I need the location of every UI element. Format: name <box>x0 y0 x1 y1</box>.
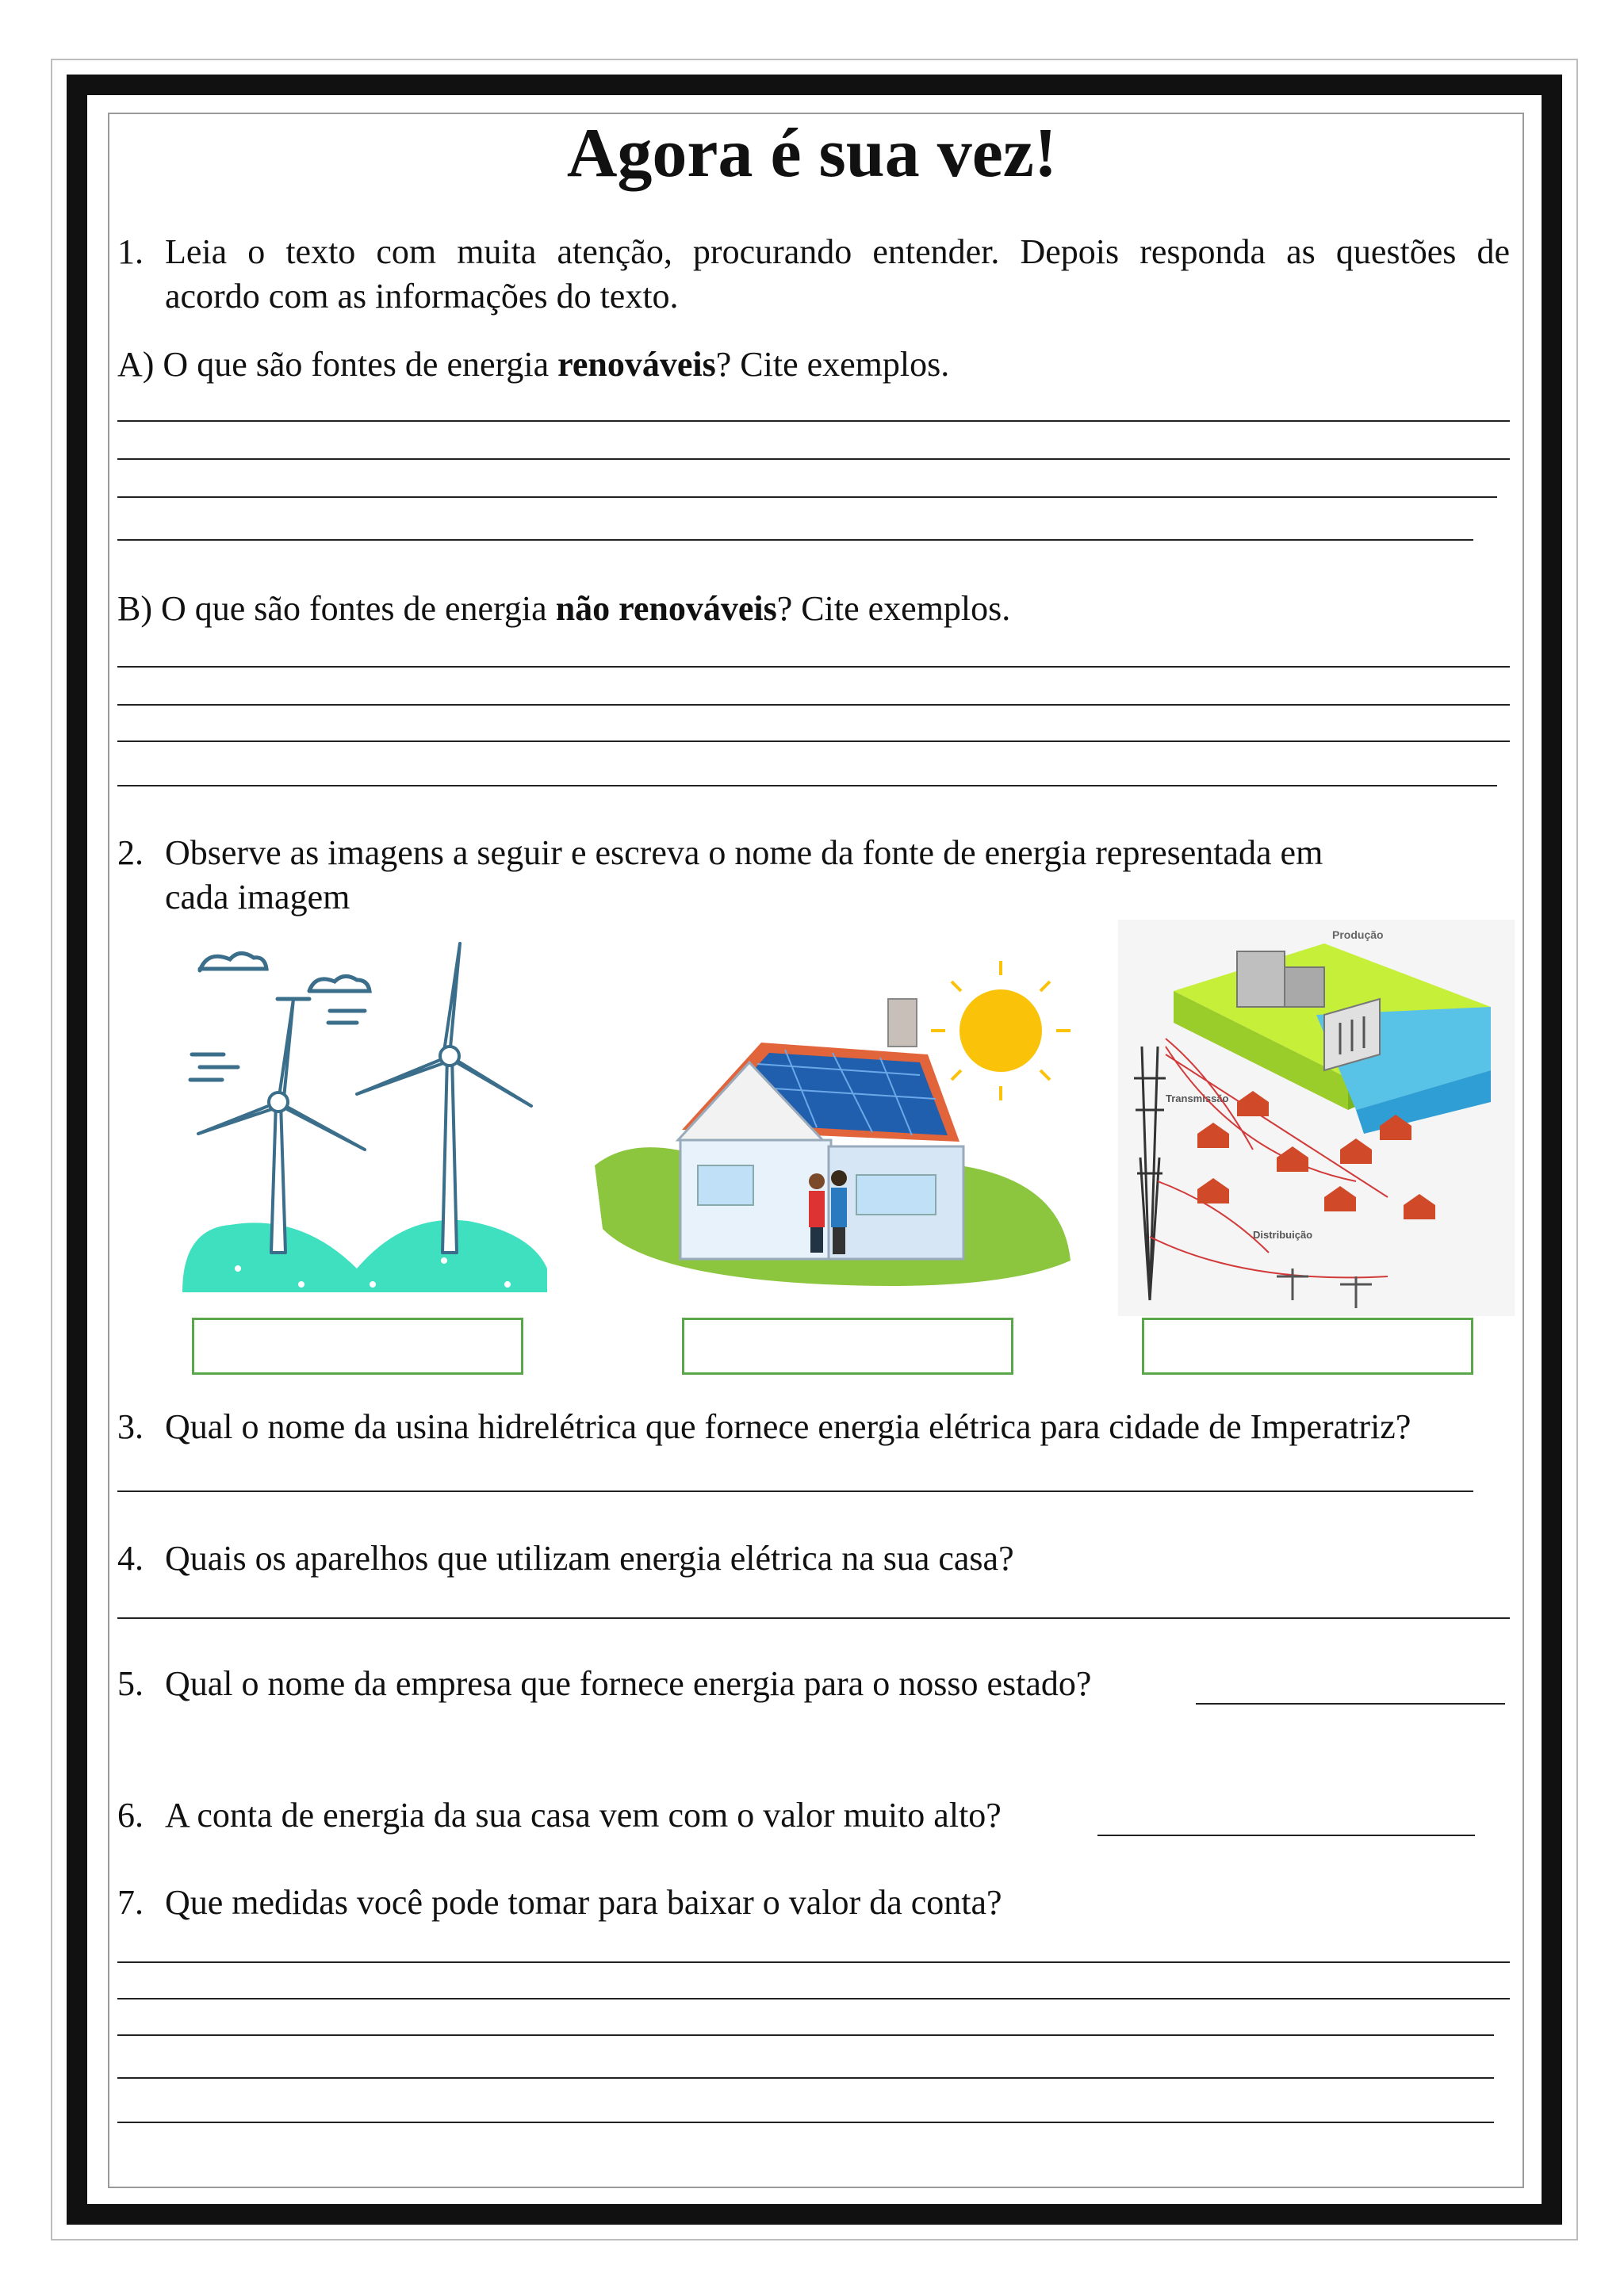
q7-number: 7. <box>117 1883 144 1922</box>
grid-label-production: Produção <box>1332 928 1384 941</box>
answer-line-4[interactable] <box>117 1617 1510 1619</box>
answer-line-a-2[interactable] <box>117 458 1510 460</box>
answer-line-b-3[interactable] <box>117 740 1510 742</box>
q7-text: Que medidas você pode tomar para baixar o valor da conta? <box>165 1883 1002 1922</box>
question-b <box>117 587 1010 631</box>
answer-line-b-1[interactable] <box>117 666 1510 668</box>
q1-line1: Leia o texto com muita atenção, procurando entender. Depois responda as questões de <box>165 232 1510 271</box>
q4-number: 4. <box>117 1539 144 1578</box>
grid-label-distribution: Distribuição <box>1253 1229 1313 1241</box>
answer-box-wind[interactable] <box>192 1318 523 1375</box>
answer-box-grid[interactable] <box>1142 1318 1473 1375</box>
q4-text: Quais os aparelhos que utilizam energia elétrica na sua casa? <box>165 1539 1014 1578</box>
answer-line-6[interactable] <box>1097 1835 1475 1836</box>
grid-label-transmission: Transmissão <box>1166 1093 1229 1104</box>
q3-number: 3. <box>117 1407 144 1446</box>
q5-number: 5. <box>117 1664 144 1703</box>
electric-grid-illustration <box>1118 920 1515 1316</box>
question-a-prefix: A) O que são fontes de energia <box>117 345 558 384</box>
answer-line-a-4[interactable] <box>117 539 1473 541</box>
answer-line-7-1[interactable] <box>117 1961 1510 1963</box>
question-b-suffix: ? Cite exemplos. <box>776 589 1011 628</box>
q2-line1: Observe as imagens a seguir e escreva o nome da fonte de energia representada em <box>165 833 1323 872</box>
answer-line-a-3[interactable] <box>117 496 1497 498</box>
answer-line-7-5[interactable] <box>117 2122 1494 2123</box>
question-b-prefix: B) O que são fontes de energia <box>117 589 556 628</box>
answer-line-5[interactable] <box>1196 1703 1505 1705</box>
question-b-bold: não renováveis <box>555 589 777 628</box>
question-a-bold: renováveis <box>557 345 716 384</box>
q6-number: 6. <box>117 1796 144 1835</box>
answer-line-b-2[interactable] <box>117 704 1510 706</box>
q6-text: A conta de energia da sua casa vem com o valor muito alto? <box>165 1796 1002 1835</box>
solar-house-illustration <box>587 959 1078 1292</box>
q1-line2: acordo com as informações do texto. <box>165 277 679 316</box>
page-title: Agora é sua vez! <box>566 115 1058 192</box>
answer-line-7-3[interactable] <box>117 2034 1494 2036</box>
answer-line-7-4[interactable] <box>117 2077 1494 2079</box>
q1-number: 1. <box>117 232 144 271</box>
q3-text: Qual o nome da usina hidrelétrica que fornece energia elétrica para cidade de Imperatriz? <box>165 1407 1411 1446</box>
answer-line-a-1[interactable] <box>117 420 1510 422</box>
answer-line-7-2[interactable] <box>117 1998 1510 1999</box>
answer-box-solar[interactable] <box>682 1318 1013 1375</box>
question-a-suffix: ? Cite exemplos. <box>715 345 950 384</box>
answer-line-b-4[interactable] <box>117 785 1497 786</box>
question-a <box>117 342 949 387</box>
wind-turbines-illustration <box>182 936 547 1300</box>
q2-line2: cada imagem <box>165 878 350 916</box>
answer-line-3[interactable] <box>117 1490 1473 1492</box>
q2-number: 2. <box>117 833 144 872</box>
q5-text: Qual o nome da empresa que fornece energia para o nosso estado? <box>165 1664 1092 1703</box>
